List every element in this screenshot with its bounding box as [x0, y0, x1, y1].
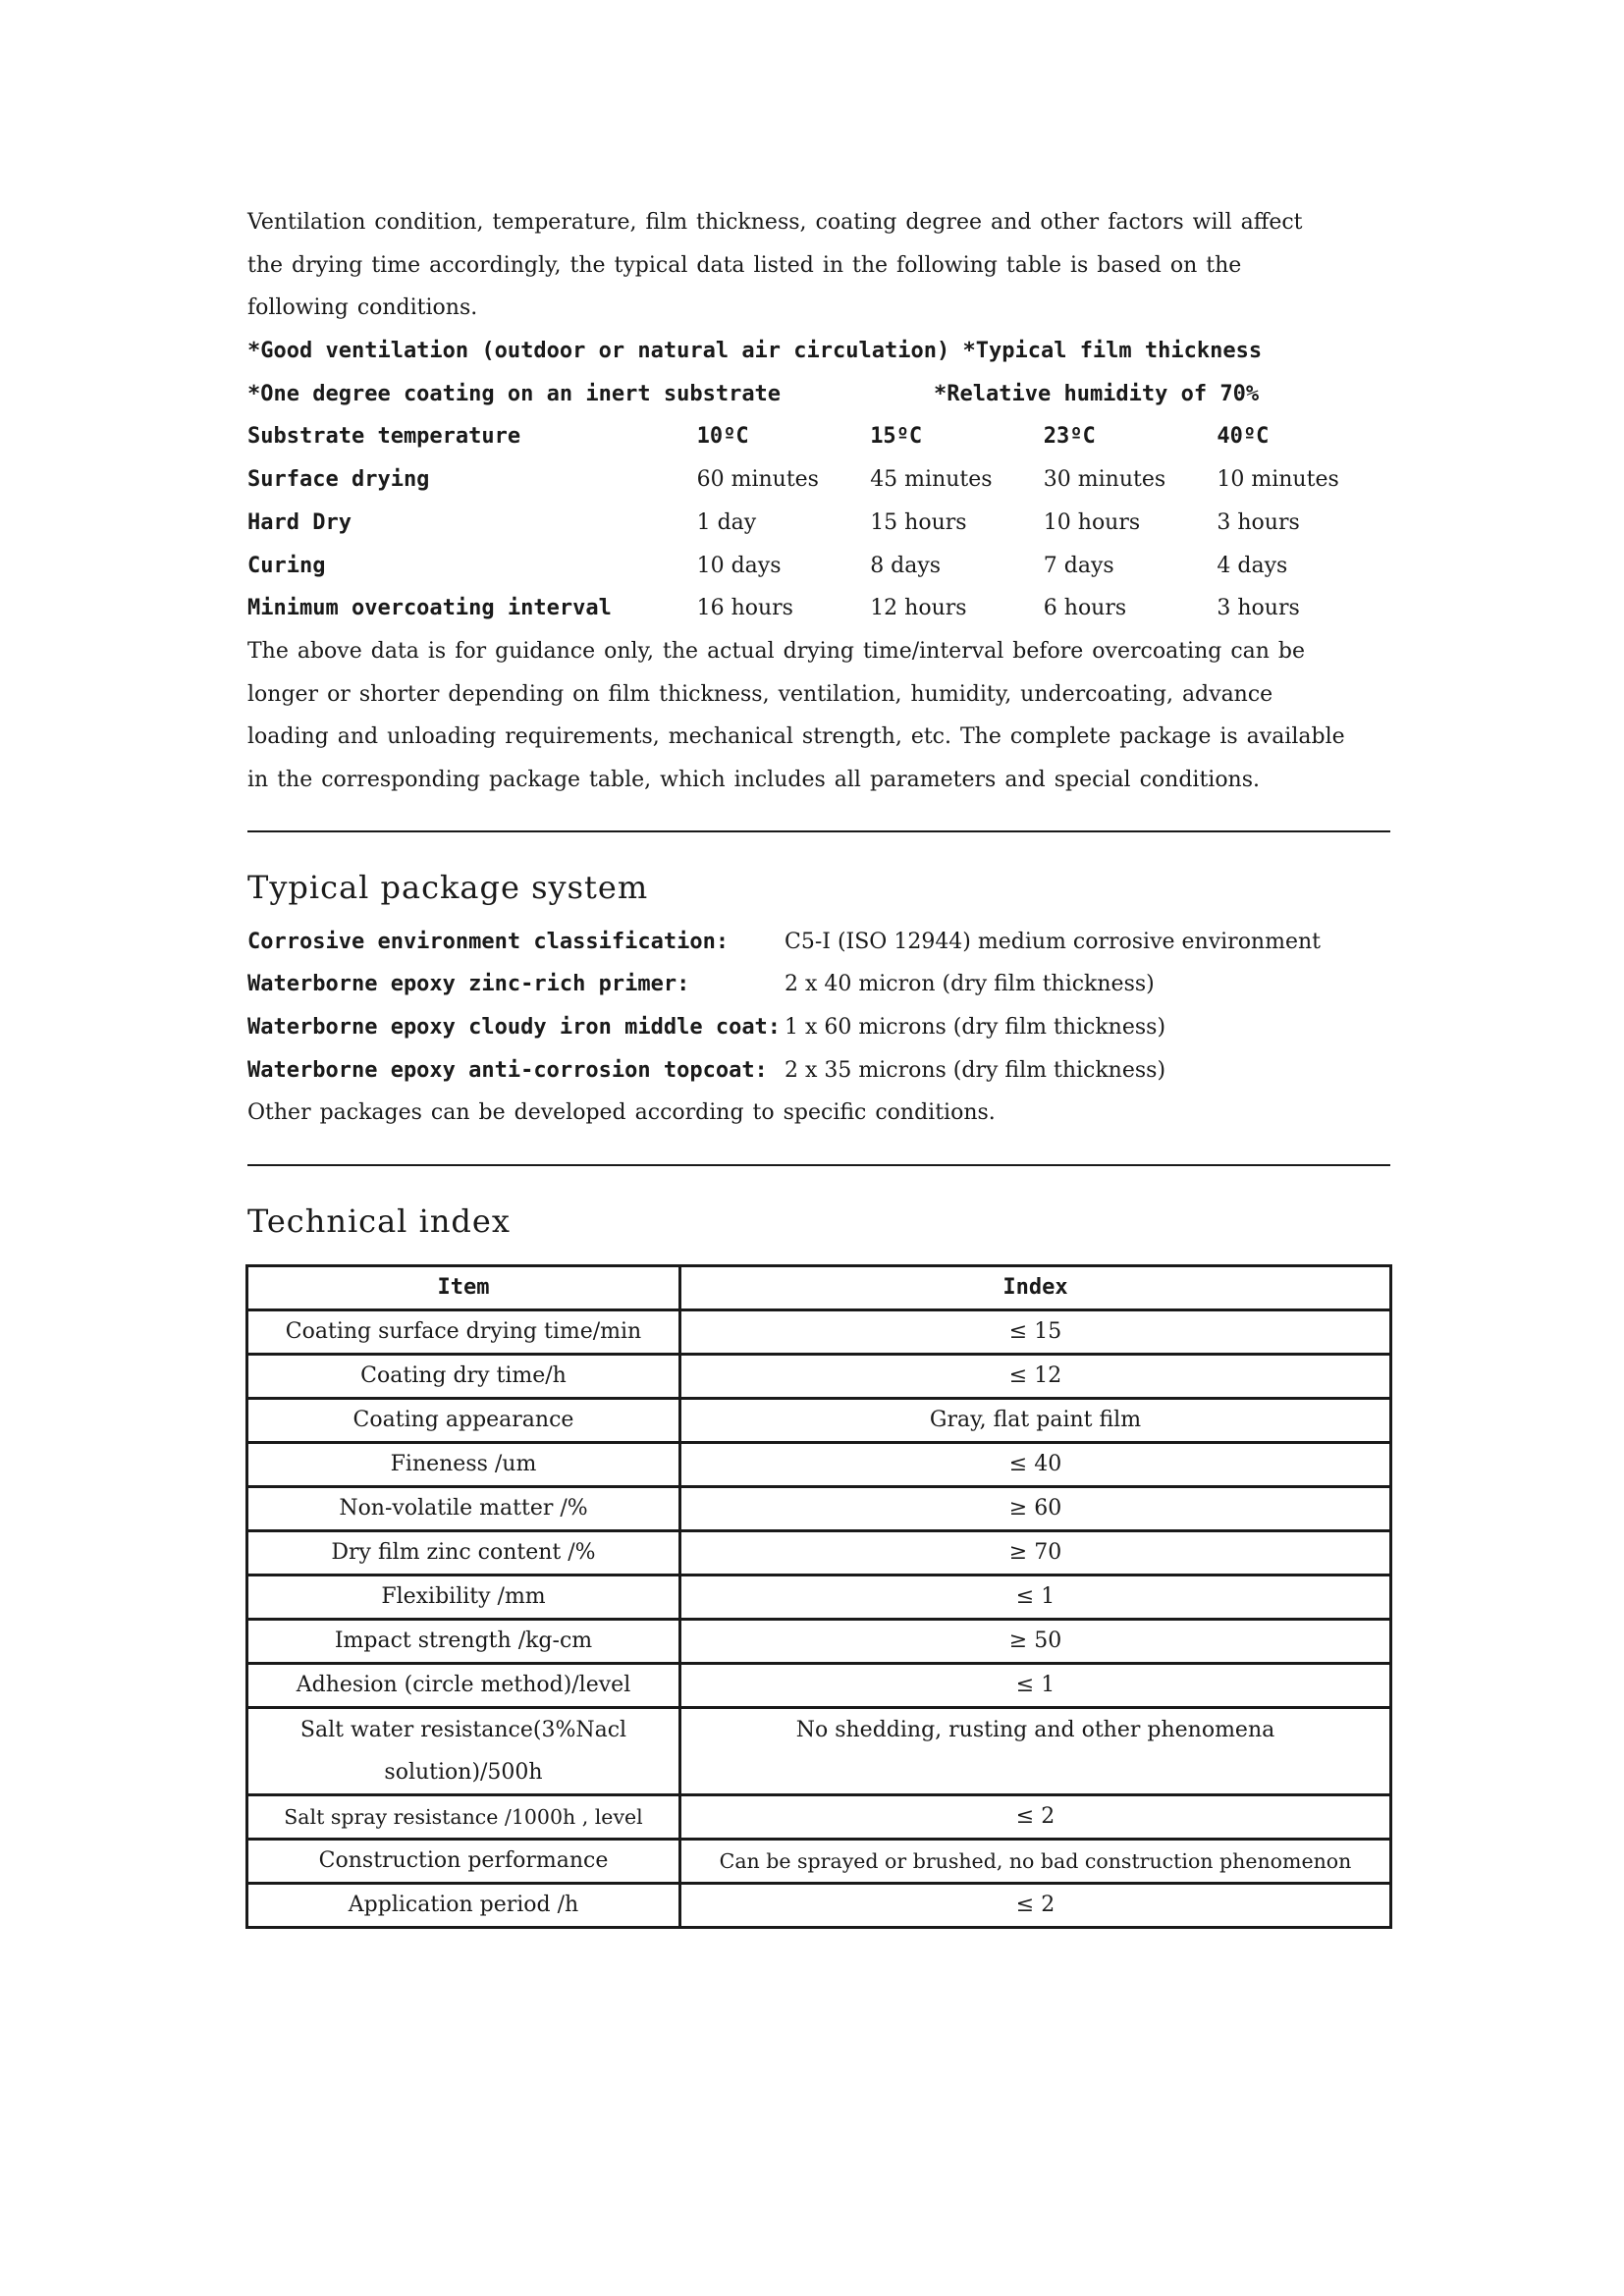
- table-cell-item: Application period /h: [247, 1884, 680, 1928]
- note-line-2: longer or shorter depending on film thickness, ventilation, humidity, undercoating, advance: [247, 681, 1273, 707]
- condition-ventilation: *Good ventilation (outdoor or natural air circulation) *Typical film thickness: [247, 339, 1263, 364]
- table-cell-index: ≤ 40: [680, 1443, 1391, 1487]
- table-cell-index: ≥ 50: [680, 1620, 1391, 1664]
- table-cell-item: Flexibility /mm: [247, 1575, 680, 1620]
- table-row: [247, 1487, 1391, 1531]
- table-cell-item: Construction performance: [247, 1840, 680, 1884]
- condition-humidity: *Relative humidity of 70%: [934, 381, 1260, 406]
- table-row: [247, 1620, 1391, 1664]
- package-label: Waterborne epoxy zinc-rich primer:: [247, 972, 690, 997]
- package-section-title: Typical package system: [247, 868, 649, 906]
- table-cell-item: Dry film zinc content /%: [247, 1531, 680, 1575]
- drying-row-hard-dry: [247, 502, 1390, 545]
- package-value: 2 x 40 micron (dry film thickness): [785, 972, 1155, 997]
- table-cell-item: Coating dry time/h: [247, 1355, 680, 1399]
- drying-cell: 15 hours: [870, 509, 967, 535]
- document-page: [247, 201, 1390, 1929]
- package-row: [247, 1006, 1390, 1049]
- table-cell-index: ≤ 1: [680, 1664, 1391, 1708]
- package-row: [247, 921, 1390, 964]
- table-row: [247, 1795, 1391, 1840]
- package-value: 1 x 60 microns (dry film thickness): [785, 1015, 1166, 1041]
- drying-cell: 16 hours: [696, 596, 793, 621]
- drying-cell: 30 minutes: [1043, 467, 1166, 493]
- condition-line-1: [247, 330, 1390, 373]
- table-cell-item: Fineness /um: [247, 1443, 680, 1487]
- drying-row-surface: [247, 458, 1390, 502]
- table-cell-index: ≥ 60: [680, 1487, 1391, 1531]
- package-row: [247, 1049, 1390, 1093]
- drying-cell: 60 minutes: [696, 467, 819, 493]
- drying-cell: 4 days: [1217, 553, 1288, 578]
- intro-line-2: the drying time accordingly, the typical data listed in the following table is based on the: [247, 252, 1242, 278]
- table-cell-index: Gray, flat paint film: [680, 1399, 1391, 1443]
- package-label: Waterborne epoxy cloudy iron middle coat:: [247, 1015, 782, 1041]
- table-row: [247, 1884, 1391, 1928]
- technical-section-title: Technical index: [247, 1202, 511, 1241]
- package-list: [247, 921, 1390, 1093]
- drying-row-overcoating: [247, 587, 1390, 630]
- intro-line-3: following conditions.: [247, 295, 478, 321]
- table-cell-item: Salt spray resistance /1000h , level: [247, 1795, 680, 1840]
- package-label: Waterborne epoxy anti-corrosion topcoat:: [247, 1057, 768, 1083]
- table-cell-index: ≥ 70: [680, 1531, 1391, 1575]
- drying-cell: 45 minutes: [870, 467, 993, 493]
- table-row: [247, 1443, 1391, 1487]
- drying-cell: 8 days: [870, 553, 942, 578]
- table-row: [247, 1531, 1391, 1575]
- table-row: [247, 1575, 1391, 1620]
- drying-header-row: [247, 415, 1390, 458]
- package-value: C5-I (ISO 12944) medium corrosive environment: [785, 929, 1321, 954]
- table-header-row: [247, 1266, 1391, 1310]
- drying-header-15c: 15ºC: [870, 424, 923, 450]
- table-row: [247, 1355, 1391, 1399]
- package-footer: Other packages can be developed according to specific conditions.: [247, 1100, 996, 1126]
- table-row: [247, 1840, 1391, 1884]
- table-header-index: Index: [680, 1266, 1391, 1310]
- intro-line-1: Ventilation condition, temperature, film thickness, coating degree and other factors will affect: [247, 210, 1303, 235]
- condition-line-2: [247, 373, 1390, 416]
- table-row: [247, 1399, 1391, 1443]
- table-cell-item: Impact strength /kg-cm: [247, 1620, 680, 1664]
- table-cell-item: Salt water resistance(3%Nacl solution)/500h: [247, 1708, 680, 1795]
- drying-cell: 7 days: [1043, 553, 1114, 578]
- table-cell-index: ≤ 2: [680, 1884, 1391, 1928]
- table-header-item: Item: [247, 1266, 680, 1310]
- table-cell-item: Coating surface drying time/min: [247, 1310, 680, 1355]
- table-cell-index: ≤ 2: [680, 1795, 1391, 1840]
- note-line-1: The above data is for guidance only, the actual drying time/interval before overcoating can be: [247, 638, 1306, 664]
- drying-cell: 10 hours: [1043, 509, 1141, 535]
- table-row: [247, 1310, 1391, 1355]
- table-cell-index: Can be sprayed or brushed, no bad construction phenomenon: [680, 1840, 1391, 1884]
- drying-cell: 3 hours: [1217, 509, 1300, 535]
- table-cell-index: No shedding, rusting and other phenomena: [680, 1708, 1391, 1795]
- drying-header-10c: 10ºC: [696, 424, 749, 450]
- drying-header-23c: 23ºC: [1043, 424, 1096, 450]
- package-label: Corrosive environment classification:: [247, 929, 730, 954]
- table-row: [247, 1664, 1391, 1708]
- note-line-4: in the corresponding package table, which includes all parameters and special conditions.: [247, 768, 1261, 793]
- drying-header-40c: 40ºC: [1217, 424, 1270, 450]
- table-cell-index: ≤ 1: [680, 1575, 1391, 1620]
- package-row: [247, 963, 1390, 1006]
- table-row: [247, 1708, 1391, 1795]
- drying-row-label: Surface drying: [247, 467, 430, 493]
- drying-cell: 12 hours: [870, 596, 967, 621]
- drying-header-label: Substrate temperature: [247, 424, 521, 450]
- drying-cell: 6 hours: [1043, 596, 1127, 621]
- table-cell-item: Coating appearance: [247, 1399, 680, 1443]
- drying-cell: 10 days: [696, 553, 782, 578]
- table-cell-item: Non-volatile matter /%: [247, 1487, 680, 1531]
- table-cell-item: Adhesion (circle method)/level: [247, 1664, 680, 1708]
- condition-substrate: *One degree coating on an inert substrate: [247, 381, 782, 406]
- table-cell-index: ≤ 15: [680, 1310, 1391, 1355]
- drying-time-table: [247, 415, 1390, 629]
- drying-cell: 10 minutes: [1217, 467, 1339, 493]
- package-value: 2 x 35 microns (dry film thickness): [785, 1057, 1166, 1083]
- drying-row-label: Curing: [247, 553, 326, 578]
- drying-row-curing: [247, 545, 1390, 588]
- drying-cell: 1 day: [696, 509, 757, 535]
- note-line-3: loading and unloading requirements, mechanical strength, etc. The complete package is available: [247, 724, 1345, 750]
- drying-row-label: Minimum overcoating interval: [247, 596, 612, 621]
- table-cell-index: ≤ 12: [680, 1355, 1391, 1399]
- drying-cell: 3 hours: [1217, 596, 1300, 621]
- drying-row-label: Hard Dry: [247, 509, 352, 535]
- technical-index-table: [245, 1264, 1392, 1929]
